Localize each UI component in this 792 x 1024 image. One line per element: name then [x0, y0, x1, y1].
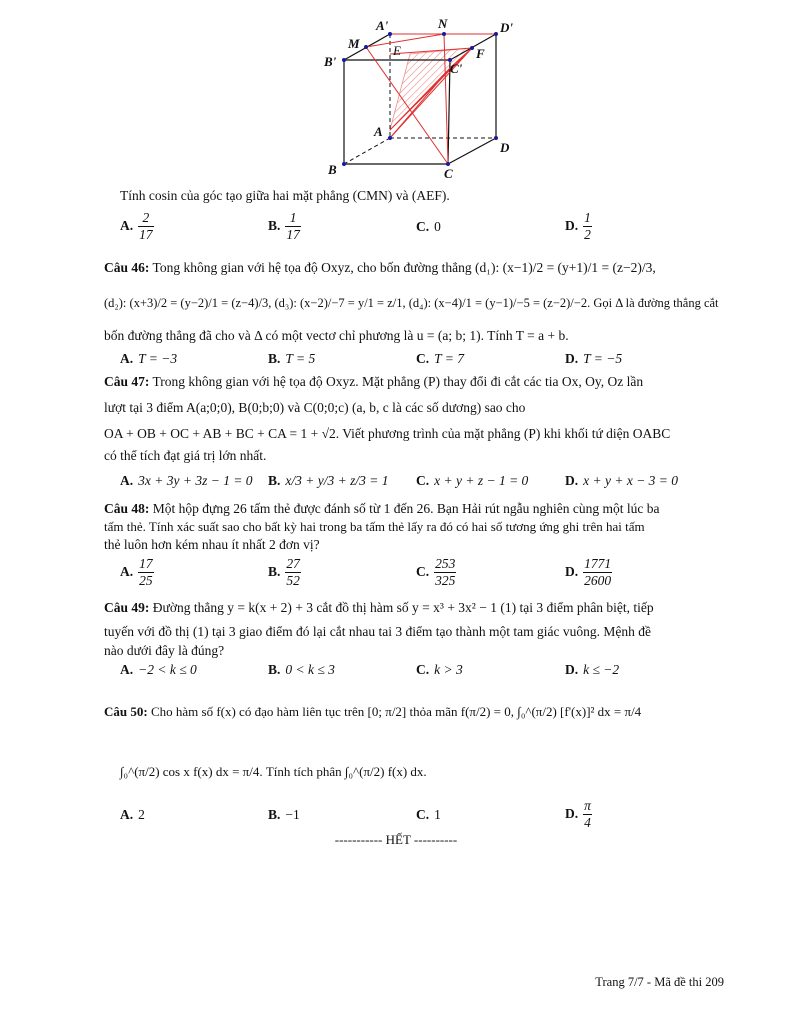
q49-line2: tuyến với đồ thị (1) tại 3 giao điểm đó lại cắt nhau tai 3 điểm tạo thành một tam giác vuông. Mệnh đề: [104, 624, 652, 639]
q49-option-b[interactable]: B. 0 < k ≤ 3: [268, 662, 335, 677]
q46-option-b[interactable]: B. T = 5: [268, 351, 316, 366]
q47-option-b[interactable]: B. x/3 + y/3 + z/3 = 1: [268, 473, 389, 488]
q50-line2: ∫₀^(π/2) cos x f(x) dx = π/4. Tính tích phân ∫₀^(π/2) f(x) dx.: [120, 764, 427, 779]
q48-option-b[interactable]: B. $\frac{27}{52}$: [268, 556, 300, 588]
label-E: E: [393, 43, 401, 58]
label-N: N: [438, 16, 448, 31]
label-F: F: [476, 46, 485, 61]
q46-line3: bốn đường thẳng đã cho và Δ có một vectơ chỉ phương là u = (a; b; 1). Tính T = a + b.: [104, 328, 569, 343]
q50-line1: Câu 50: Cho hàm số f(x) có đạo hàm liên tục trên [0; π/2] thỏa mãn f(π/2) = 0, ∫₀^(π/2) [f'(x)]² dx = π/4: [104, 704, 642, 719]
q45-option-b[interactable]: B. $\frac{1}{17}$: [268, 210, 300, 242]
q49-line3: nào dưới đây là đúng?: [104, 643, 225, 658]
cube-figure: [320, 10, 520, 182]
label-C-prime: C': [450, 61, 463, 76]
q49-line1: Câu 49: Đường thẳng y = k(x + 2) + 3 cắt đồ thị hàm số y = x³ + 3x² − 1 (1) tại 3 điểm phân biệt, tiếp: [104, 600, 654, 615]
label-B-prime: B': [324, 54, 337, 69]
label-B: B: [328, 162, 337, 177]
q47-option-d[interactable]: D. x + y + x − 3 = 0: [565, 473, 679, 488]
label-C: C: [444, 166, 453, 181]
q49-option-c[interactable]: C. k > 3: [416, 662, 463, 677]
q45-option-d[interactable]: D. $\frac{1}{2}$: [565, 210, 591, 242]
q49-option-d[interactable]: D. k ≤ −2: [565, 662, 620, 677]
q50-option-b[interactable]: B. −1: [268, 807, 300, 822]
q45-option-c[interactable]: C. 0: [416, 219, 441, 234]
q45-stem: Tính cosin của góc tạo giữa hai mặt phẳng (CMN) và (AEF).: [120, 188, 450, 203]
q48-line2: tấm thẻ. Tính xác suất sao cho bất kỳ hai trong ba tấm thẻ lấy ra đó có hai số tương ứng ghi trên hai tấm: [104, 519, 645, 534]
q50-option-a[interactable]: A. 2: [120, 807, 145, 822]
q50-option-c[interactable]: C. 1: [416, 807, 441, 822]
q47-option-c[interactable]: C. x + y + z − 1 = 0: [416, 473, 529, 488]
q48-option-d[interactable]: D. $\frac{1771}{2600}$: [565, 556, 612, 588]
label-A: A: [374, 124, 383, 139]
q47-line2: lượt tại 3 điểm A(a;0;0), B(0;b;0) và C(0;0;c) (a, b, c là các số dương) sao cho: [104, 400, 526, 415]
label-M: M: [348, 36, 360, 51]
q46-option-a[interactable]: A. T = −3: [120, 351, 178, 366]
q48-option-a[interactable]: A. $\frac{17}{25}$: [120, 556, 153, 588]
q47-line1: Câu 47: Trong không gian với hệ tọa độ Oxyz. Mặt phẳng (P) thay đổi đi cắt các tia Ox, Oy, Oz lần: [104, 374, 644, 389]
q46-line2: (d₂): (x+3)/2 = (y−2)/1 = (z−4)/3, (d₃): (x−2)/−7 = y/1 = z/1, (d₄): (x−4)/1 = (y−1)/−5 = (z−2)/−2. Gọi Δ là đường thẳng cắt: [104, 296, 719, 310]
q48-line3: thẻ luôn hơn kém nhau ít nhất 2 đơn vị?: [104, 537, 320, 552]
q47-line4: có thể tích đạt giá trị lớn nhất.: [104, 448, 267, 463]
label-A-prime: A': [376, 18, 389, 33]
q49-option-a[interactable]: A. −2 < k ≤ 0: [120, 662, 197, 677]
q46-option-c[interactable]: C. T = 7: [416, 351, 464, 366]
q47-option-a[interactable]: A. 3x + 3y + 3z − 1 = 0: [120, 473, 253, 488]
q46-option-d[interactable]: D. T = −5: [565, 351, 623, 366]
q47-line3: OA + OB + OC + AB + BC + CA = 1 + √2. Viết phương trình của mặt phẳng (P) khi khối tứ diện OABC: [104, 426, 671, 441]
end-marker: ----------- HẾT ----------: [334, 832, 458, 847]
q45-option-a[interactable]: A. $\frac{2}{17}$: [120, 210, 153, 242]
q48-line1: Câu 48: Một hộp đựng 26 tấm thẻ được đánh số từ 1 đến 26. Bạn Hải rút ngẫu nghiên cùng một lúc ba: [104, 501, 660, 516]
q48-option-c[interactable]: C. $\frac{253}{325}$: [416, 556, 456, 588]
label-D: D: [500, 140, 510, 155]
q46-line1: Câu 46: Tong không gian với hệ tọa độ Oxyz, cho bốn đường thẳng (d₁): (x−1)/2 = (y+1)/1 = (z−2)/3,: [104, 260, 656, 275]
q50-option-d[interactable]: D. $\frac{\pi}{4}$: [565, 798, 591, 830]
page-footer: Trang 7/7 - Mã đề thi 209: [595, 975, 724, 989]
label-D-prime: D': [500, 20, 513, 35]
